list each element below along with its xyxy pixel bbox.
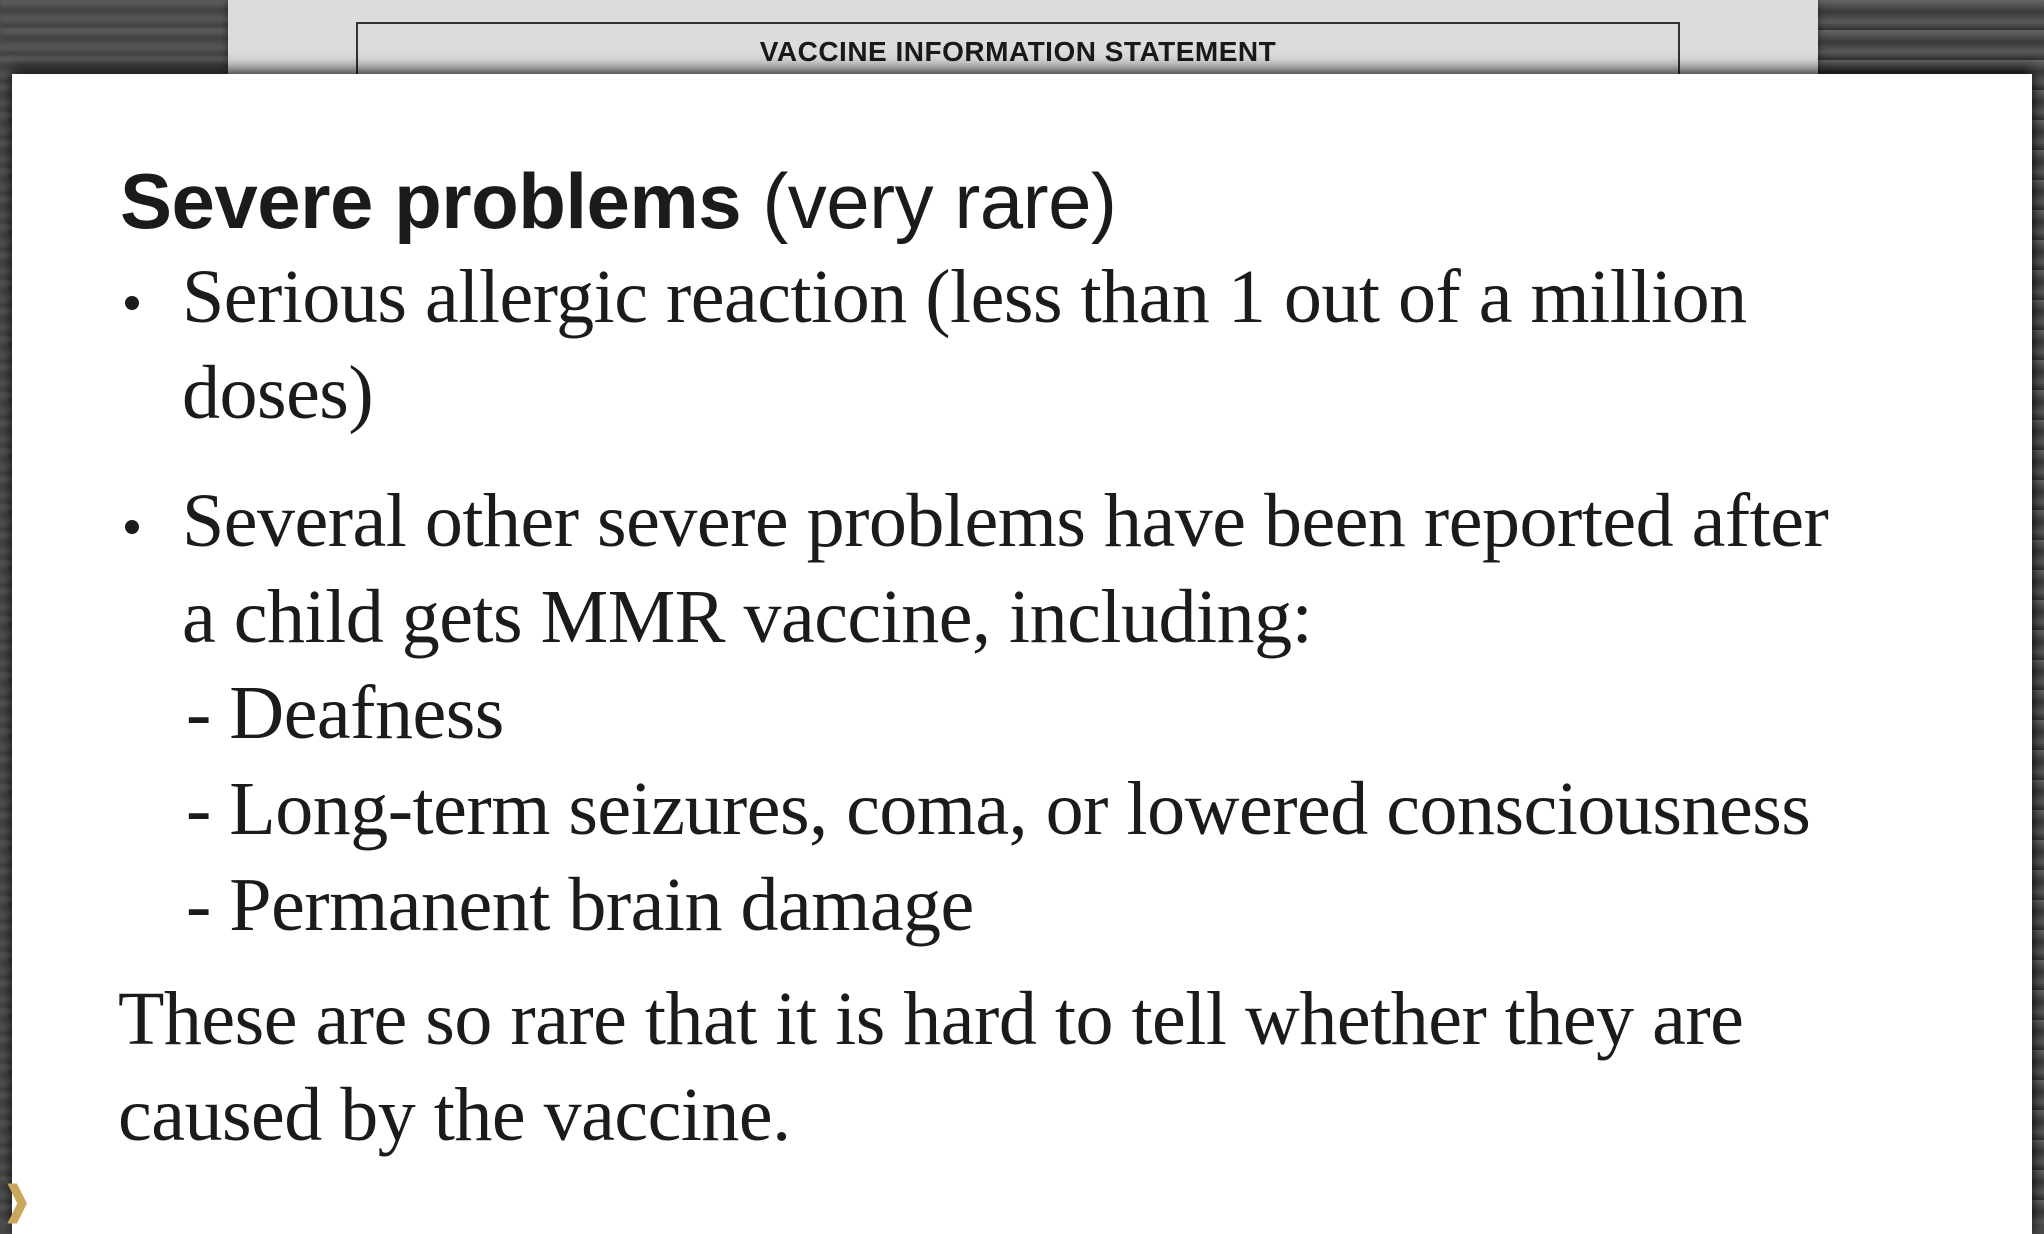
document-header-box bbox=[356, 22, 1680, 80]
corner-logo-fragment: ❱ bbox=[0, 1178, 34, 1224]
sub-item-seizures: - Long-term seizures, coma, or lowered consciousness bbox=[186, 767, 1811, 851]
closing-line-1: These are so rare that it is hard to tell whether they are bbox=[118, 977, 1744, 1061]
section-heading-qualifier: (very rare) bbox=[741, 157, 1117, 245]
bullet-1-line-2: doses) bbox=[182, 351, 374, 435]
section-heading bbox=[120, 156, 1117, 247]
bullet-2-line-2: a child gets MMR vaccine, including: bbox=[182, 575, 1313, 659]
bullet-2-line-1: Several other severe problems have been reported after bbox=[182, 479, 1829, 563]
section-heading-bold: Severe problems bbox=[120, 157, 742, 245]
document-header-title: VACCINE INFORMATION STATEMENT bbox=[759, 36, 1277, 67]
zoomed-document-panel bbox=[12, 74, 2032, 1234]
bullet-1-line-1: Serious allergic reaction (less than 1 out of a million bbox=[182, 255, 1747, 339]
sub-item-brain-damage: - Permanent brain damage bbox=[186, 863, 974, 947]
bullet-dot bbox=[125, 520, 139, 534]
closing-line-2: caused by the vaccine. bbox=[118, 1073, 791, 1157]
bullet-dot bbox=[125, 296, 139, 310]
sub-item-deafness: - Deafness bbox=[186, 671, 504, 755]
